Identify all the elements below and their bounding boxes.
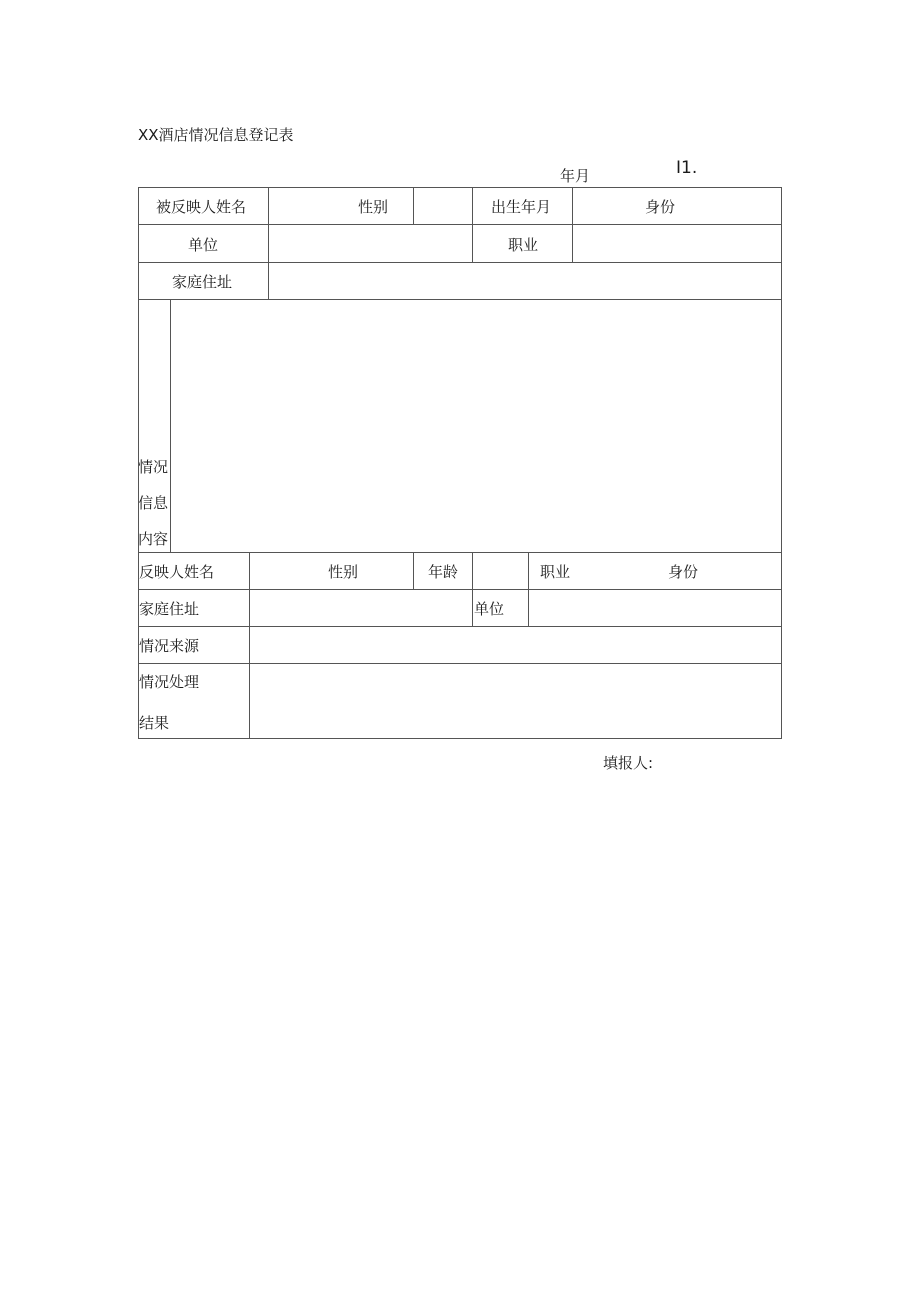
reporter-address-value-cell[interactable] — [250, 590, 473, 627]
reporter-unit-label: 单位 — [474, 600, 505, 618]
content-label-cell — [138, 300, 171, 553]
filler-label: 填报人: — [603, 754, 654, 772]
reporter-unit-label-cell — [473, 590, 529, 627]
subject-unit-value-cell[interactable] — [269, 225, 473, 263]
source-label-cell — [138, 627, 250, 664]
reporter-name-label: 反映人姓名 — [139, 563, 215, 581]
source-label: 情况来源 — [139, 637, 200, 655]
registration-form-table — [138, 187, 782, 739]
reporter-identity-label: 身份 — [668, 563, 699, 581]
subject-name-label: 被反映人姓名 — [156, 198, 247, 216]
reporter-address-label: 家庭住址 — [139, 600, 200, 618]
reporter-job-label: 职业 — [540, 563, 571, 581]
subject-unit-label-cell — [138, 225, 269, 263]
subject-name-value-gender-cell[interactable] — [269, 187, 414, 225]
content-label-line1: 情况 — [138, 458, 169, 476]
subject-address-label: 家庭住址 — [172, 273, 233, 291]
subject-name-label-cell — [138, 187, 269, 225]
subject-birth-label-cell — [473, 187, 573, 225]
result-label-line1: 情况处理 — [139, 673, 200, 691]
reporter-address-label-cell — [138, 590, 250, 627]
content-value-cell[interactable] — [171, 300, 782, 553]
subject-identity-cell[interactable] — [573, 187, 782, 225]
subject-job-label: 职业 — [508, 236, 539, 254]
result-value-cell[interactable] — [250, 664, 782, 739]
subject-birth-label: 出生年月 — [491, 198, 552, 216]
subject-job-label-cell — [473, 225, 573, 263]
subject-address-label-cell — [138, 263, 269, 300]
subject-gender-value-cell[interactable] — [414, 187, 473, 225]
content-label-line3: 内容 — [138, 530, 169, 548]
subject-unit-label: 单位 — [188, 236, 219, 254]
source-value-cell[interactable] — [250, 627, 782, 664]
subject-address-value-cell[interactable] — [269, 263, 782, 300]
day-label: I1. — [676, 158, 698, 178]
form-title: XX酒店情况信息登记表 — [138, 126, 294, 144]
reporter-name-label-cell — [138, 553, 250, 590]
subject-gender-label: 性别 — [358, 198, 389, 216]
reporter-age-label: 年龄 — [428, 563, 459, 581]
subject-job-value-cell[interactable] — [573, 225, 782, 263]
reporter-age-value-cell[interactable] — [473, 553, 529, 590]
reporter-job-identity-cell[interactable] — [529, 553, 782, 590]
subject-identity-label: 身份 — [645, 198, 676, 216]
result-label-line2: 结果 — [139, 714, 170, 732]
reporter-gender-label: 性别 — [328, 563, 359, 581]
reporter-name-value-gender-cell[interactable] — [250, 553, 414, 590]
reporter-age-label-cell — [414, 553, 473, 590]
result-label-cell — [138, 664, 250, 739]
date-label: 年月 — [560, 167, 591, 185]
reporter-unit-value-cell[interactable] — [529, 590, 782, 627]
content-label-line2: 信息 — [138, 494, 169, 512]
